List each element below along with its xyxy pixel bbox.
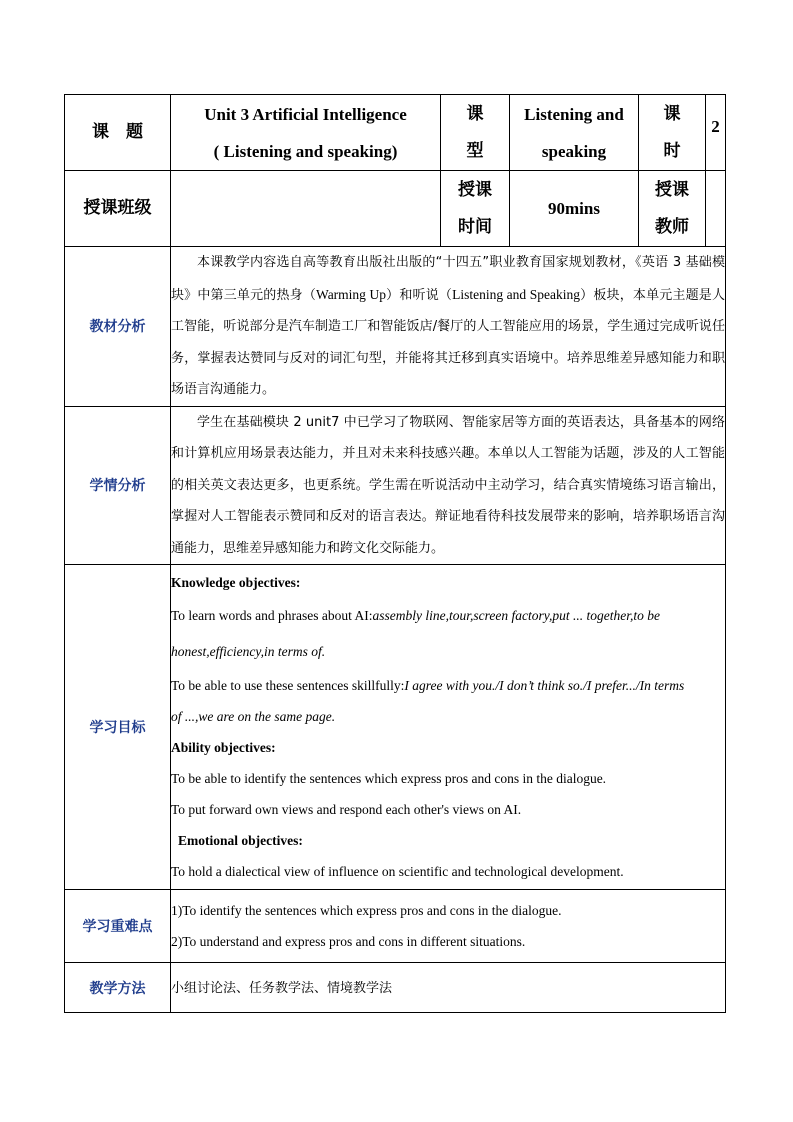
learner-row [65, 406, 726, 565]
class-label: 授课班级 [65, 171, 171, 247]
knowledge-item-1-italic-b: honest,efficiency,in terms of. [171, 644, 326, 659]
teacher-label [639, 171, 706, 247]
teacher-value [706, 171, 726, 247]
type-label [441, 95, 510, 171]
objectives-content [171, 565, 726, 890]
difficulties-row [65, 890, 726, 963]
textbook-text-2: ）和听说（ [386, 287, 453, 303]
time-label-2: 时间 [458, 216, 492, 237]
knowledge-heading: Knowledge objectives: [171, 575, 301, 590]
period-value: 2 [706, 95, 726, 171]
teacher-label-2: 教师 [655, 216, 689, 237]
difficulty-item-2: 2)To understand and express pros and cons in different situations. [171, 934, 526, 949]
knowledge-item-1b [171, 634, 725, 670]
ability-item-1: To be able to identify the sentences which express pros and cons in the dialogue. [171, 771, 607, 786]
knowledge-item-1-plain: To learn words and phrases about AI: [171, 608, 373, 623]
lesson-title-line1: Unit 3 Artificial Intelligence [204, 104, 407, 124]
methods-content: 小组讨论法、任务教学法、情境教学法 [171, 963, 726, 1013]
type-value-2: speaking [541, 141, 607, 161]
knowledge-item-2b [171, 701, 725, 732]
textbook-en-2: Listening and Speaking [452, 286, 580, 302]
textbook-text-3: ）板块，本单元主题是人工智能，听说部分是汽车制造工厂和智能饭店/餐厅的人工智能应用的场景，学生通过完成听说任务，掌握表达赞同与反对的词汇句型，并能将其迁移到真实语境中。培养思维差异感知能力和职场语言沟通能力。 [171, 287, 725, 397]
knowledge-item-1a [171, 598, 725, 634]
topic-label: 课 题 [65, 95, 171, 171]
time-value: 90mins [510, 171, 639, 247]
textbook-row [65, 247, 726, 407]
knowledge-item-2-plain: To be able to use these sentences skillfully: [171, 678, 405, 693]
emotional-item-1: To hold a dialectical view of influence on scientific and technological development. [171, 864, 624, 879]
teacher-label-1: 授课 [655, 179, 689, 200]
textbook-analysis [171, 247, 726, 407]
methods-label: 教学方法 [65, 963, 171, 1013]
emotional-heading: Emotional objectives: [178, 833, 303, 848]
learner-analysis: 学生在基础模块 2 unit7 中已学习了物联网、智能家居等方面的英语表达，具备基本的网络和计算机应用场景表达能力，并且对未来科技感兴趣。本单以人工智能为话题，涉及的人工智能的相关英文表达更多，也更系统。学生需在听说活动中主动学习，结合真实情境练习语言输出，掌握对人工智能表示赞同和反对的语言表达。辩证地看待科技发展带来的影响，培养职场语言沟通能力，思维差异感知能力和跨文化交际能力。 [171, 406, 726, 565]
objectives-label: 学习目标 [65, 565, 171, 890]
period-label [639, 95, 706, 171]
lesson-title-line2: ( Listening and speaking) [213, 141, 398, 161]
period-label-1: 课 [663, 103, 681, 124]
methods-row [65, 963, 726, 1013]
lesson-plan-table [64, 94, 726, 1013]
textbook-label: 教材分析 [65, 247, 171, 407]
knowledge-item-2-italic-b: of ...,we are on the same page. [171, 709, 336, 724]
knowledge-item-1-italic-a: assembly line,tour,screen factory,put ... together,to be [372, 608, 660, 623]
difficulty-item-1: 1)To identify the sentences which express pros and cons in the dialogue. [171, 903, 562, 918]
difficulties-label: 学习重难点 [65, 890, 171, 963]
textbook-text-1: 本课教学内容选自高等教育出版社出版的“十四五”职业教育国家规划教材，《英语 3 基础模块》中第三单元的热身（ [171, 255, 725, 303]
period-label-2: 时 [663, 140, 681, 161]
objectives-row [65, 565, 726, 890]
textbook-en-1: Warming Up [316, 286, 386, 302]
type-value [510, 95, 639, 171]
type-value-1: Listening and [524, 104, 624, 124]
time-label [441, 171, 510, 247]
ability-item-2: To put forward own views and respond each other's views on AI. [171, 802, 522, 817]
ability-heading: Ability objectives: [171, 740, 276, 755]
knowledge-item-2-italic-a: I agree with you./I don’t think so./I prefer.../In terms [404, 678, 685, 693]
class-value [171, 171, 441, 247]
header-row [65, 95, 726, 171]
class-row [65, 171, 726, 247]
learner-label: 学情分析 [65, 406, 171, 565]
lesson-title [171, 95, 441, 171]
knowledge-item-2a [171, 670, 725, 701]
difficulties-content [171, 890, 726, 963]
time-label-1: 授课 [458, 179, 492, 200]
type-label-1: 课 [466, 103, 484, 124]
type-label-2: 型 [466, 140, 484, 161]
